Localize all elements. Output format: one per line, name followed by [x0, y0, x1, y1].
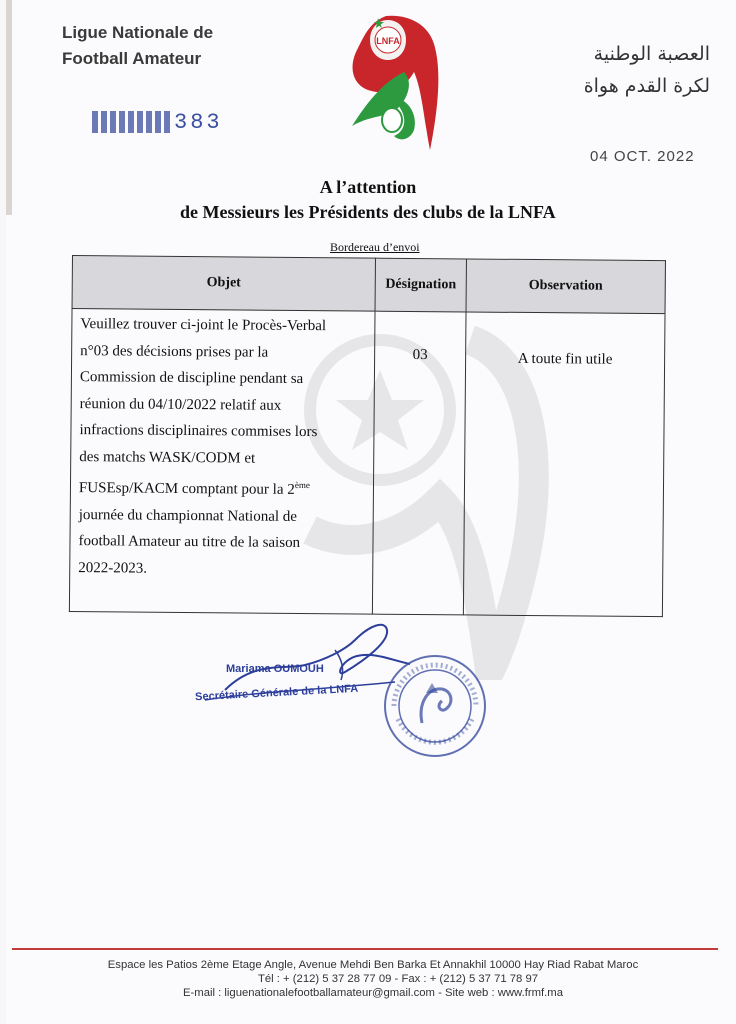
objet-line: des matchs WASK/CODM et	[79, 448, 256, 467]
objet-line: 2022-2023.	[78, 559, 148, 577]
reference-stamp	[92, 110, 223, 135]
objet-line: Commission de discipline pendant sa	[79, 369, 304, 388]
objet-line: n°03 des décisions prises par la	[80, 342, 269, 361]
objet-line-text: FUSEsp/KACM comptant pour la 2	[78, 480, 295, 498]
attention-heading: A l’attention	[319, 177, 417, 197]
attention-recipients: de Messieurs les Présidents des clubs de la LNFA	[180, 202, 556, 222]
signatory-title: Secrétaire Générale de la LNFA	[194, 682, 359, 704]
stamp-smudge	[92, 111, 170, 133]
svg-text:LNFA: LNFA	[376, 36, 400, 46]
org-name-arabic	[584, 38, 710, 102]
arabic-line1: العصبة الوطنية	[593, 43, 710, 65]
date-stamp: 04 OCT. 2022	[590, 148, 695, 165]
objet-line: Veuillez trouver ci-joint le Procès-Verbal	[80, 316, 327, 335]
footer-address: Espace les Patios 2ème Etage Angle, Avenue Mehdi Ben Barka Et Annakhil 10000 Hay Riad Rabat Maroc	[107, 959, 639, 971]
objet-line	[79, 470, 367, 504]
ordinal-superscript: ème	[294, 479, 310, 491]
table-row	[69, 309, 665, 617]
observation-cell: A toute fin utile	[463, 312, 665, 617]
designation-cell: 03	[372, 311, 466, 615]
footer-email-web: E-mail : liguenationalefootballamateur@gmail.com - Site web : www.frmf.ma	[182, 987, 564, 999]
header-objet: Objet	[72, 256, 375, 312]
org-name-line1: Ligue Nationale de	[62, 23, 214, 42]
signatory-name: Mariama OUMOUH	[226, 663, 324, 675]
header-observation: Observation	[466, 259, 665, 314]
objet-line: football Amateur au titre de la saison	[78, 533, 301, 552]
footer-phone: Tél : + (212) 5 37 28 77 09 - Fax : + (212) 5 37 71 78 97	[257, 973, 539, 985]
objet-line: réunion du 04/10/2022 relatif aux	[79, 395, 282, 414]
objet-line: journée du championnat National de	[78, 506, 298, 525]
org-name-french	[62, 20, 213, 72]
org-name-line2: Football Amateur	[62, 49, 202, 68]
dispatch-table	[69, 255, 666, 617]
official-stamp-icon	[382, 653, 488, 759]
objet-line: infractions disciplinaires commises lors	[79, 422, 318, 441]
arabic-line2: لكرة القدم هواة	[583, 75, 710, 97]
lnfa-logo-icon	[338, 10, 448, 160]
footer	[0, 958, 736, 1000]
footer-divider	[12, 948, 718, 950]
reference-number: 383	[174, 110, 223, 135]
objet-cell	[69, 309, 375, 615]
table-header-row	[72, 256, 665, 314]
header-designation: Désignation	[375, 258, 466, 312]
bordereau-label: Bordereau d’envoi	[330, 240, 420, 254]
